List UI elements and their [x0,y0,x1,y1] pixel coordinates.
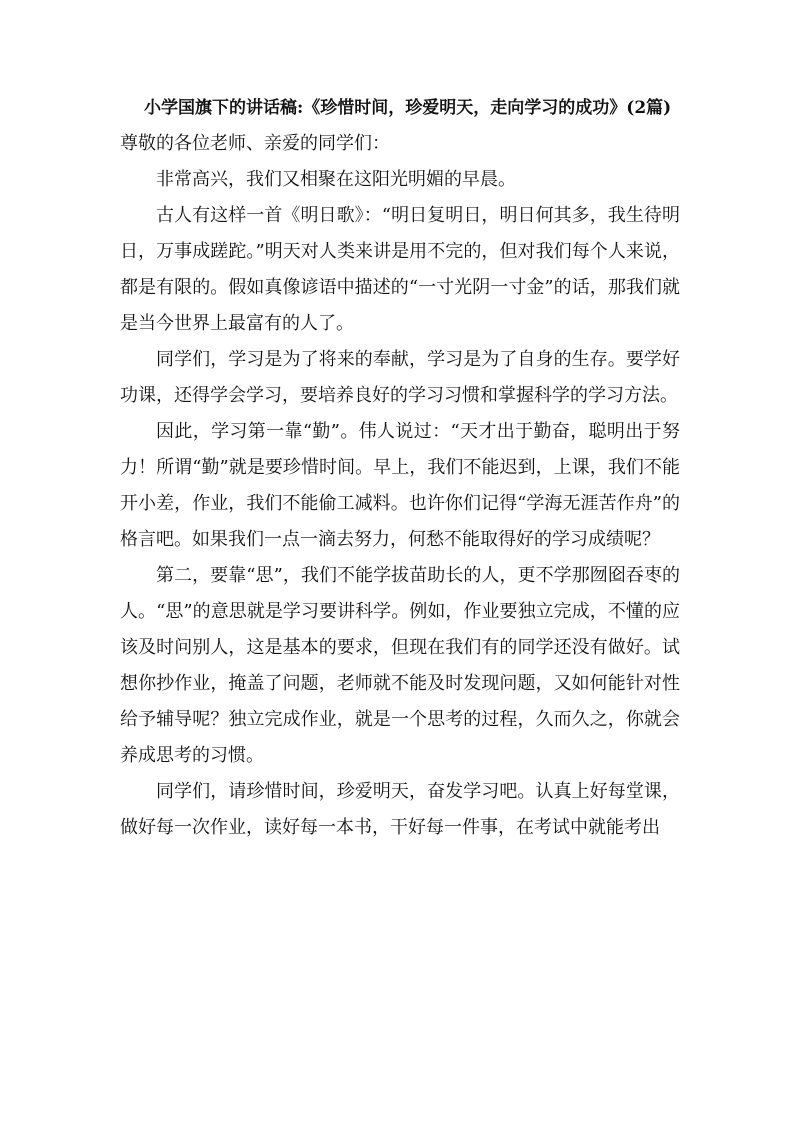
paragraph-1: 非常高兴，我们又相聚在这阳光明媚的早晨。 [156,169,516,190]
paragraph-5: 第二，要靠“思”，我们不能学拔苗助长的人，更不学那囫囵吞枣的人。“思”的意思就是学习要讲科学。例如，作业要独立完成，不懂的应该及时问别人，这是基本的要求，但现在我们有的同学还没有做好。试想你抄作业，掩盖了问题，老师就不能及时发现问题，又如何能针对性给予辅导呢？独立完成作业，就是一个思考的过程，久而久之，你就会养成思考的习惯。 [120,565,680,766]
paragraph-4: 因此，学习第一靠“勤”。伟人说过：“天才出于勤奋，聪明出于努力！所谓“勤”就是要珍惜时间。早上，我们不能迟到，上课，我们不能开小差，作业，我们不能偷工减料。也许你们记得“学海无涯苦作舟”的格言吧。如果我们一点一滴去努力，何愁不能取得好的学习成绩呢？ [120,421,680,550]
salutation: 尊敬的各位老师、亲爱的同学们： [120,133,390,154]
document-body [120,126,680,846]
document-title: 小学国旗下的讲话稿:《珍惜时间，珍爱明天，走向学习的成功》(2篇) [144,98,672,118]
paragraph-3: 同学们，学习是为了将来的奉献，学习是为了自身的生存。要学好功课，还得学会学习，要培养良好的学习习惯和掌握科学的学习方法。 [120,349,680,406]
paragraph-2: 古人有这样一首《明日歌》：“明日复明日，明日何其多，我生待明日，万事成蹉跎。”明天对人类来讲是用不完的，但对我们每个人来说，都是有限的。假如真像谚语中描述的“一寸光阴一寸金”的话，那我们就是当今世界上最富有的人了。 [120,205,680,334]
paragraph-6: 同学们，请珍惜时间，珍爱明天，奋发学习吧。认真上好每堂课，做好每一次作业，读好每一本书，干好每一件事，在考试中就能考出 [120,781,680,838]
